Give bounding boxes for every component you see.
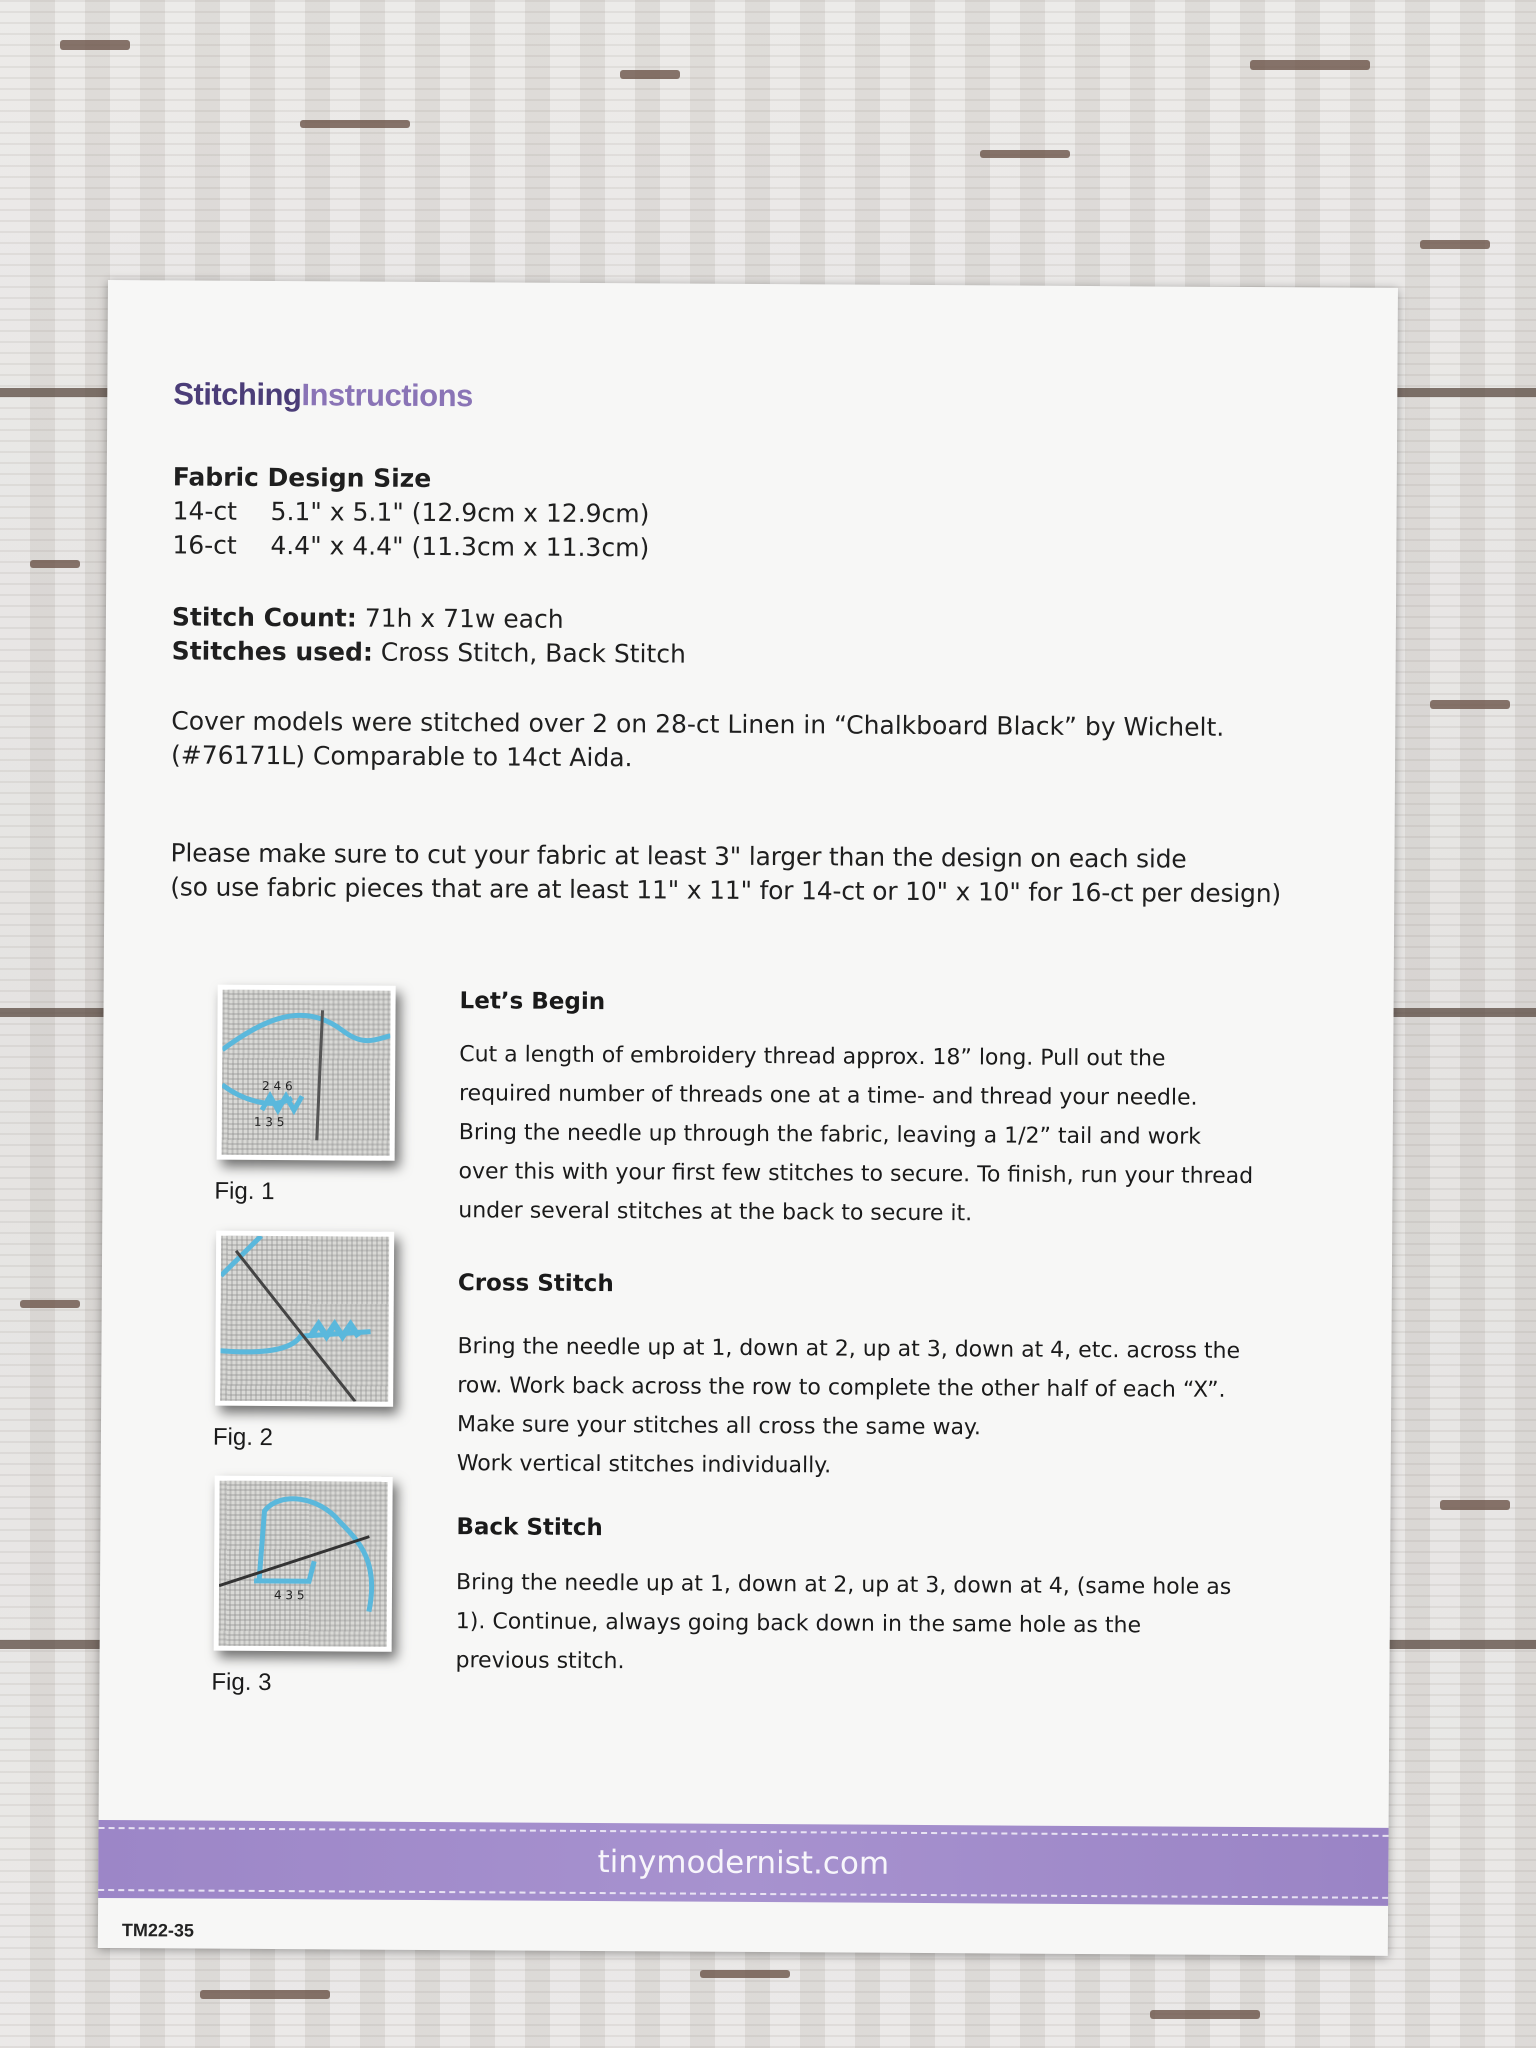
cover-note-line: Cover models were stitched over 2 on 28-ct Linen in “Chalkboard Black” by Wichelt. xyxy=(171,706,1225,742)
cover-note xyxy=(171,704,1224,778)
figure-3-drawing xyxy=(219,1481,388,1647)
website-banner xyxy=(98,1820,1388,1906)
wood-paint-chip xyxy=(1430,700,1510,709)
section-line: Cut a length of embroidery thread approx. 18” long. Pull out the xyxy=(459,1042,1166,1072)
figure-1-numbers-top: 2 4 6 xyxy=(262,1078,293,1094)
section-cross-stitch xyxy=(457,1264,1338,1488)
wood-paint-chip xyxy=(700,1970,790,1978)
stitch-info-block xyxy=(172,600,687,671)
wood-paint-chip xyxy=(1150,2010,1260,2019)
section-line: Make sure your stitches all cross the same way. xyxy=(456,1412,981,1441)
fabric-count: 16-ct xyxy=(172,530,237,560)
wood-paint-chip xyxy=(300,120,410,128)
title-part-instructions: Instructions xyxy=(301,377,473,414)
figure-2-image xyxy=(215,1231,394,1407)
fabric-dimensions: 4.4" x 4.4" (11.3cm x 11.3cm) xyxy=(270,530,650,563)
figure-2-drawing xyxy=(220,1236,389,1402)
section-heading: Let’s Begin xyxy=(459,988,606,1016)
wood-paint-chip xyxy=(200,1990,330,1999)
fabric-size-row xyxy=(172,494,649,531)
figure-1-numbers-bottom: 1 3 5 xyxy=(253,1114,285,1130)
wood-paint-chip xyxy=(1440,1500,1510,1510)
section-body xyxy=(455,1563,1336,1685)
fabric-dimensions: 5.1" x 5.1" (12.9cm x 12.9cm) xyxy=(270,496,650,529)
figure-2-label: Fig. 2 xyxy=(212,1423,274,1452)
page-title xyxy=(173,376,473,414)
figure-3-label: Fig. 3 xyxy=(211,1668,272,1697)
product-code: TM22-35 xyxy=(121,1920,195,1941)
wood-paint-chip xyxy=(30,560,80,568)
stitches-used: Stitches used: Cross Stitch, Back Stitch xyxy=(171,636,686,669)
section-body xyxy=(457,1327,1338,1488)
section-line: Bring the needle up through the fabric, leaving a 1/2” tail and work xyxy=(458,1120,1201,1150)
wood-paint-chip xyxy=(20,1300,80,1308)
section-line: over this with your first few stitches to secure. To finish, run your thread xyxy=(458,1159,1254,1190)
section-line: Bring the needle up at 1, down at 2, up at 3, down at 4, etc. across the xyxy=(457,1334,1241,1364)
section-heading: Cross Stitch xyxy=(457,1270,614,1298)
section-line: Bring the needle up at 1, down at 2, up at 3, down at 4, (same hole as xyxy=(455,1570,1232,1600)
wood-paint-chip xyxy=(980,150,1070,158)
cover-note-line: (#76171L) Comparable to 14ct Aida. xyxy=(171,740,633,773)
fabric-size-heading: Fabric Design Size xyxy=(172,462,432,493)
figure-1-drawing xyxy=(222,990,391,1156)
fabric-size-row xyxy=(172,528,649,565)
website-url: tinymodernist.com xyxy=(597,1844,890,1882)
section-line: 1). Continue, always going back down in the same hole as the xyxy=(455,1609,1142,1639)
fabric-note xyxy=(170,836,1281,911)
section-line: under several stitches at the back to secure it. xyxy=(458,1198,973,1227)
fabric-count: 14-ct xyxy=(172,496,238,526)
figure-1-image xyxy=(217,985,396,1161)
section-body xyxy=(458,1035,1339,1235)
figure-3-image xyxy=(214,1476,393,1652)
wood-paint-chip xyxy=(1250,60,1370,70)
figure-3-numbers: 4 3 5 xyxy=(273,1588,305,1603)
instruction-sheet xyxy=(98,280,1398,1956)
wood-paint-chip xyxy=(60,40,130,50)
section-heading: Back Stitch xyxy=(456,1514,603,1542)
wood-paint-chip xyxy=(620,70,680,79)
section-back-stitch xyxy=(455,1508,1336,1685)
fabric-size-block xyxy=(172,460,649,565)
wood-paint-chip xyxy=(1420,240,1490,249)
section-line: Work vertical stitches individually. xyxy=(456,1451,832,1479)
figure-3 xyxy=(213,1476,392,1698)
figure-1-label: Fig. 1 xyxy=(214,1177,275,1206)
stitch-count: Stitch Count: 71h x 71w each xyxy=(171,602,564,634)
fabric-note-line: (so use fabric pieces that are at least 11" x 11" for 14-ct or 10" x 10" for 16-ct per design) xyxy=(170,872,1282,909)
fabric-note-line: Please make sure to cut your fabric at least 3" larger than the design on each side xyxy=(170,838,1187,874)
section-lets-begin xyxy=(458,982,1339,1235)
section-line: previous stitch. xyxy=(455,1648,625,1675)
figure-1 xyxy=(216,985,395,1207)
section-line: row. Work back across the row to complete the other half of each “X”. xyxy=(457,1373,1226,1403)
figure-2 xyxy=(212,1231,394,1453)
title-part-stitching: Stitching xyxy=(173,376,302,413)
section-line: required number of threads one at a time- and thread your needle. xyxy=(458,1081,1198,1111)
